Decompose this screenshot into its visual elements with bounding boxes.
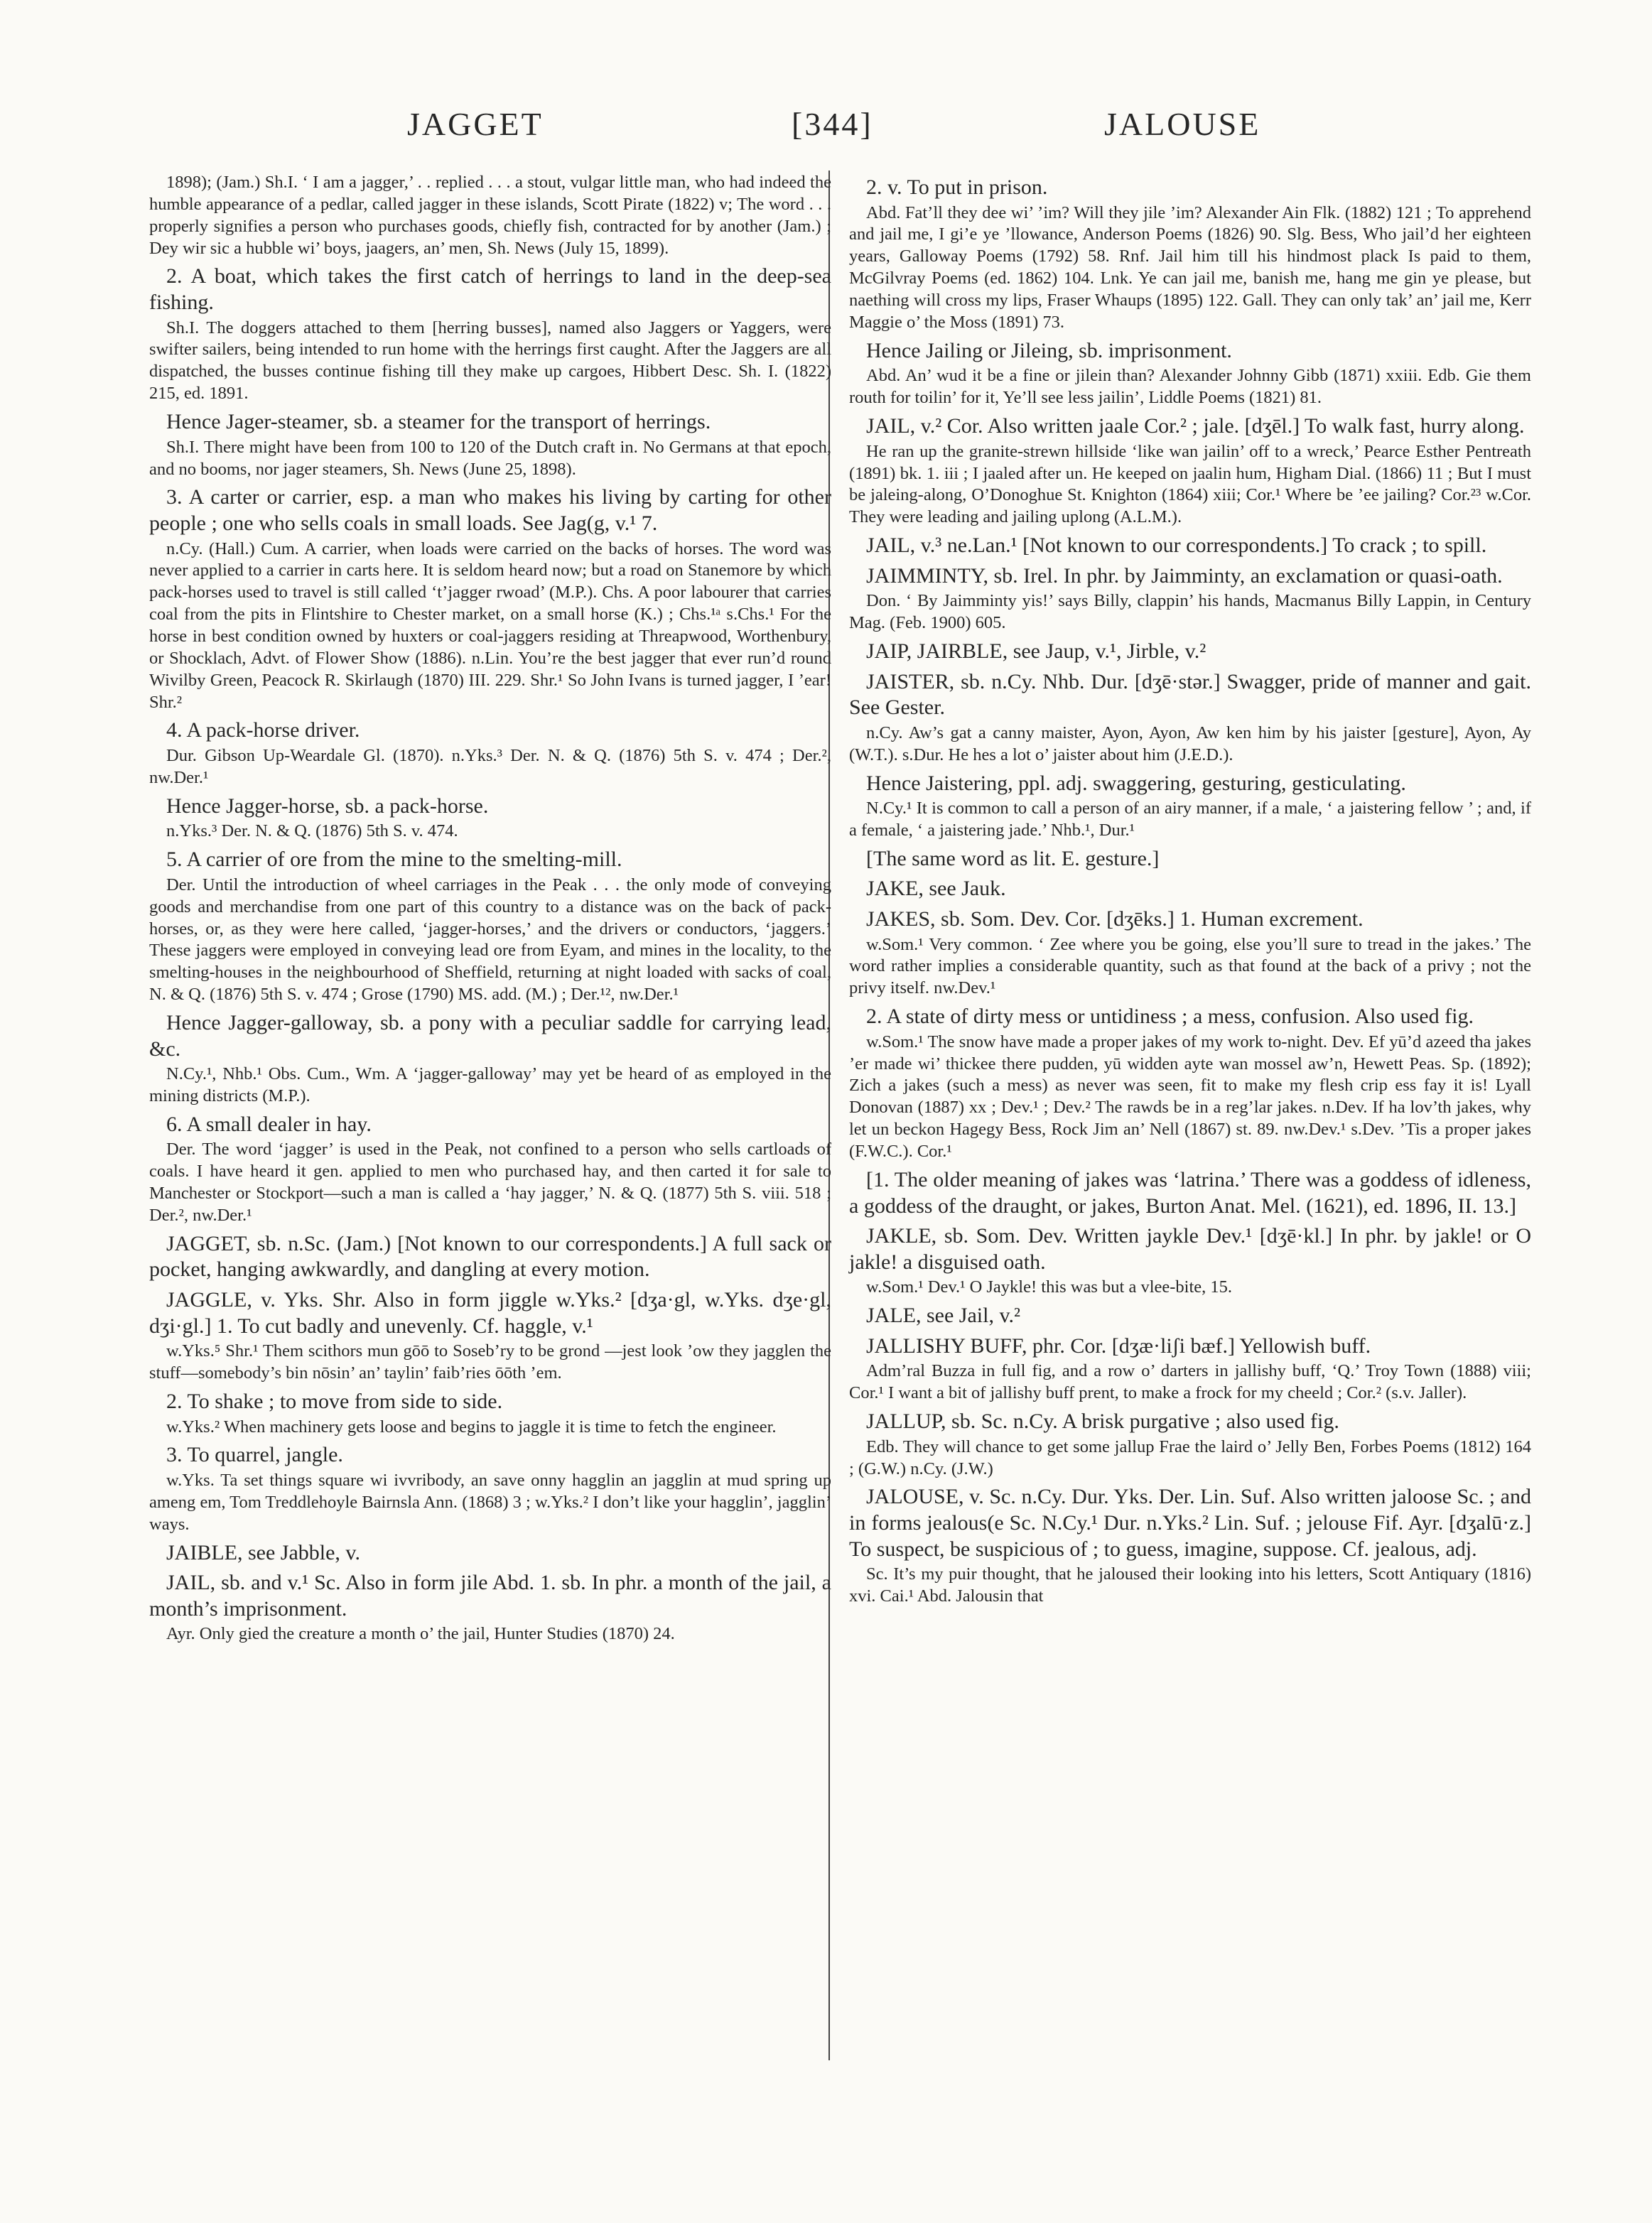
entry-quotation: w.Yks.² When machinery gets loose and begins to jaggle it is time to fetch the engineer. — [166, 1417, 777, 1437]
entry-sense: 2. To shake ; to move from side to side. — [166, 1389, 503, 1413]
entry-quotation: w.Yks.⁵ Shr.¹ Them scithors mun gōō to Soseb’ry to be grond —jest look ’ow they jagglen the stuff—somebody’s bin nōsin’ an’ taylin’ faib’ries ōōth ’em. — [149, 1341, 831, 1383]
entry-headword: JALLUP, sb. Sc. n.Cy. A brisk purgative ; also used fig. — [866, 1410, 1339, 1434]
entry-quotation: Dur. Gibson Up-Weardale Gl. (1870). n.Yks.³ Der. N. & Q. (1876) 5th S. v. 474 ; Der.², nw.Der.¹ — [149, 746, 831, 787]
entry-sense: 6. A small dealer in hay. — [166, 1112, 372, 1136]
entry-headword: JAKLE, sb. Som. Dev. Written jaykle Dev.¹ [dʒē·kl.] In phr. by jakle! or O jakle! a disguised oath. — [849, 1224, 1531, 1274]
entry-quotation: Abd. Fat’ll they dee wi’ ’im? Will they jile ’im? Alexander Ain Flk. (1882) 121 ; To apprehend and jail me, I gi’e ye ’llowance, Anderson Poems (1826) 90. Slg. Bess, Who jail’d her eighteen years, Galloway Poems (1792) 58. Rnf. Jail him till his hindmost plack Is paid to them, McGilvray Poems (ed. 1862) 104. Lnk. Ye can jail me, banish me, hang me gin ye please, but naething will cross my lips, Fraser Whaups (1895) 122. Gall. They can only tak’ an’ jail me, Kerr Maggie o’ the Moss (1891) 73. — [849, 202, 1531, 332]
entry-quotation: n.Cy. (Hall.) Cum. A carrier, when loads were carried on the backs of horses. The word was never applied to a carrier in carts here. It is seldom heard now; but a road on Stanemore by which pack-horses used to travel is still called ‘t’jagger rwoad’ (M.P.). Chs. A poor labourer that carries coal from the pits in Flintshire to Chester market, on a small horse (K.) ; Chs.¹ᵃ s.Chs.¹ For the horse in best condition owned by huxters or coal-jaggers residing at Threapwood, Worthenbury, or Shocklach, Advt. of Flower Show (1886). n.Lin. You’re the best jagger that ever run’d round Wivilby Green, Peacock R. Skirlaugh (1870) III. 229. Shr.¹ So John Ivans is turned jagger, I ’ear! Shr.² — [149, 539, 831, 712]
entry-quotation: Der. The word ‘jagger’ is used in the Peak, not confined to a person who sells cartloads of coals. I have heard it gen. applied to men who purchased hay, and then carted it for sale to Manchester or Stockport—such a man is called a ‘hay jagger,’ N. & Q. (1877) 5th S. viii. 518 ; Der.², nw.Der.¹ — [149, 1140, 831, 1226]
entry-headword: JAIBLE, see Jabble, v. — [166, 1540, 360, 1564]
right-column — [849, 171, 1531, 1611]
entry-etymology: [The same word as lit. E. gesture.] — [866, 846, 1160, 870]
running-head — [0, 99, 1652, 149]
entry-sense: Hence Jagger-horse, sb. a pack-horse. — [166, 794, 489, 818]
entry-quotation: n.Yks.³ Der. N. & Q. (1876) 5th S. v. 474. — [166, 821, 458, 841]
entry-headword: JAKE, see Jauk. — [866, 877, 1006, 901]
entry-headword: JAIL, sb. and v.¹ Sc. Also in form jile Abd. 1. sb. In phr. a month of the jail, a month’s imprisonment. — [149, 1571, 831, 1621]
entry-quotation: He ran up the granite-strewn hillside ‘like wan jailin’ off to a wreck,’ Pearce Esther Pentreath (1891) bk. 1. iii ; I jaaled after un. He keeped on jaalin hum, Higham Dial. (1866) 11 ; But I must be jaleing-along, O’Donoghue St. Knighton (1864) xiii; Cor.¹ Where be ’ee jailing? Cor.²³ w.Cor. They were leading and jailing uplong (A.L.M.). — [849, 441, 1531, 527]
entry-quotation: w.Som.¹ The snow have made a proper jakes of my work to-night. Dev. Ef yū’d azeed tha jakes ’er made wi’ thickee there pudden, yū widden ayte wan mossel aw’n, Hewett Peas. Sp. (1892); Zich a jakes (such a mess) as never was seen, fit to make my flesh crip ess fay it is! Lyall Donovan (1887) xx ; Dev.¹ ; Dev.² The rawds be in a reg’lar jakes. n.Dev. If ha lov’th jakes, why let un beckon Hagegy Bess, Rock Jim an’ Nell (1867) st. 89. nw.Dev.¹ s.Dev. ’Tis a proper jakes (F.W.C.). Cor.¹ — [849, 1032, 1531, 1162]
entry-quotation: Adm’ral Buzza in full fig, and a row o’ darters in jallishy buff, ‘Q.’ Troy Town (1888) viii; Cor.¹ I want a bit of jallishy buff prent, to make a frock for my cheeld ; Cor.² (s.v. Jaller). — [849, 1361, 1531, 1403]
entry-quotation: N.Cy.¹, Nhb.¹ Obs. Cum., Wm. A ‘jagger-galloway’ may yet be heard of as employed in the mining districts (M.P.). — [149, 1064, 831, 1105]
entry-sense: Hence Jagger-galloway, sb. a pony with a peculiar saddle for carrying lead, &c. — [149, 1010, 831, 1061]
entry-quotation: w.Som.¹ Very common. ‘ Zee where you be going, else you’ll sure to tread in the jakes.’ The word rather implies a considerable quantity, such as that found at the back of a privy ; not the privy itself. nw.Dev.¹ — [849, 934, 1531, 998]
entry-headword: JAIMMINTY, sb. Irel. In phr. by Jaimminty, an exclamation or quasi-oath. — [866, 563, 1503, 588]
page-number: [344] — [792, 106, 873, 142]
left-column — [149, 171, 831, 1648]
entry-quotation: w.Yks. Ta set things square wi ivvribody, an save onny hagglin an jagglin at mud spring up ameng em, Tom Treddlehoyle Bairnsla Ann. (1868) 3 ; w.Yks.² I don’t like your hagglin’, jagglin’ ways. — [149, 1471, 831, 1534]
entry-headword: JAGGET, sb. n.Sc. (Jam.) [Not known to our correspondents.] A full sack or pocket, hanging awkwardly, and dangling at every motion. — [149, 1231, 831, 1282]
entry-headword: JAISTER, sb. n.Cy. Nhb. Dur. [dʒē·stər.] Swagger, pride of manner and gait. See Gester. — [849, 669, 1531, 720]
entry-quotation: n.Cy. Aw’s gat a canny maister, Ayon, Ayon, Aw ken him by his jaister [gesture], Ayon, Ay (W.T.). s.Dur. He hes a lot o’ jaister about him (J.E.D.). — [849, 723, 1531, 764]
entry-headword: JAIL, v.³ ne.Lan.¹ [Not known to our correspondents.] To crack ; to spill. — [866, 534, 1487, 558]
entry-quotation: N.Cy.¹ It is common to call a person of an airy manner, if a male, ‘ a jaistering fellow ’ ; and, if a female, ‘ a jaistering jade.’ Nhb.¹, Dur.¹ — [849, 799, 1531, 840]
entry-sense: 3. A carter or carrier, esp. a man who makes his living by carting for other people ; one who sells coals in small loads. See Jag(g, v.¹ 7. — [149, 485, 831, 535]
entry-quotation: Der. Until the introduction of wheel carriages in the Peak . . . the only mode of conveying goods and merchandise from one part of this country to a distance was on the back of pack-horses, or, as they were here called, ‘jagger-horses,’ and the drivers or conductors, ‘jaggers.’ These jaggers were employed in conveying lead ore from Eyam, and mines in the locality, to the smelting-houses in the neighbourhood of Sheffield, returning at night loaded with sacks of coal, N. & Q. (1876) 5th S. v. 474 ; Grose (1790) MS. add. (M.) ; Der.¹², nw.Der.¹ — [149, 875, 831, 1005]
entry-quotation: Abd. An’ wud it be a fine or jilein than? Alexander Johnny Gibb (1871) xxiii. Edb. Gie them routh for toilin’ for it, Ye’ll see less jailin’, Liddle Poems (1821) 81. — [849, 366, 1531, 408]
entry-quotation: Ayr. Only gied the creature a month o’ the jail, Hunter Studies (1870) 24. — [166, 1624, 675, 1644]
entry-sense: 4. A pack-horse driver. — [166, 718, 360, 742]
entry-sense: 3. To quarrel, jangle. — [166, 1443, 343, 1467]
entry-sense: 2. v. To put in prison. — [866, 175, 1048, 199]
entry-headword: JAIL, v.² Cor. Also written jaale Cor.² ; jale. [dʒēl.] To walk fast, hurry along. — [866, 414, 1525, 438]
running-head-left: JAGGET — [407, 106, 544, 142]
entry-headword: JALOUSE, v. Sc. n.Cy. Dur. Yks. Der. Lin. Suf. Also written jaloose Sc. ; and in forms jealous(e Sc. N.Cy.¹ Dur. n.Yks.² Lin. Suf. ; jelouse Fif. Ayr. [dʒalū·z.] To suspect, be suspicious of ; to guess, imagine, suppose. Cf. jealous, adj. — [849, 1485, 1531, 1561]
entry-quotation: Sh.I. The doggers attached to them [herring busses], named also Jaggers or Yaggers, were swifter sailers, being intended to run home with the herrings first caught. After the Jaggers are all dispatched, the busses continue fishing till they make up cargoes, Hibbert Desc. Sh. I. (1822) 215, ed. 1891. — [149, 318, 831, 404]
entry-etymology: [1. The older meaning of jakes was ‘latrina.’ There was a goddess of idleness, a goddess of the draught, or jakes, Burton Anat. Mel. (1621), ed. 1896, II. 13.] — [849, 1167, 1531, 1218]
entry-sense: Hence Jager-steamer, sb. a steamer for the transport of herrings. — [166, 410, 711, 434]
entry-quotation: Edb. They will chance to get some jallup Frae the laird o’ Jelly Ben, Forbes Poems (1812) 164 ; (G.W.) n.Cy. (J.W.) — [849, 1437, 1531, 1478]
entry-quotation: Sh.I. There might have been from 100 to 120 of the Dutch craft in. No Germans at that epoch, and no booms, nor jager steamers, Sh. News (June 25, 1898). — [149, 437, 831, 479]
entry-headword: JAKES, sb. Som. Dev. Cor. [dʒēks.] 1. Human excrement. — [866, 907, 1364, 931]
entry-quotation: 1898); (Jam.) Sh.I. ‘ I am a jagger,’ . . replied . . . a stout, vulgar little man, who had indeed the humble appearance of a pedlar, called jagger in these islands, Scott Pirate (1822) v; The word . . . properly signifies a person who purchases goods, chiefly fish, contracted for by another (Jam.) ; Dey wir sic a hubble wi’ boys, jaagers, an’ men, Sh. News (July 15, 1899). — [149, 173, 831, 258]
entry-headword: JAGGLE, v. Yks. Shr. Also in form jiggle w.Yks.² [dʒa·gl, w.Yks. dʒe·gl, dʒi·gl.] 1. To cut badly and unevenly. Cf. haggle, v.¹ — [149, 1288, 831, 1338]
entry-sense: 5. A carrier of ore from the mine to the smelting-mill. — [166, 848, 622, 872]
entry-headword: JAIP, JAIRBLE, see Jaup, v.¹, Jirble, v.² — [866, 639, 1206, 663]
entry-sense: 2. A state of dirty mess or untidiness ; a mess, confusion. Also used fig. — [866, 1005, 1474, 1029]
entry-sense: Hence Jaistering, ppl. adj. swaggering, gesturing, gesticulating. — [866, 771, 1406, 795]
entry-headword: JALE, see Jail, v.² — [866, 1304, 1021, 1328]
entry-headword: JALLISHY BUFF, phr. Cor. [dʒæ·liʃi bæf.] Yellowish buff. — [866, 1334, 1371, 1358]
entry-quotation: Sc. It’s my puir thought, that he jaloused their looking into his letters, Scott Antiquary (1816) xvi. Cai.¹ Abd. Jalousin that — [849, 1564, 1531, 1606]
entry-quotation: w.Som.¹ Dev.¹ O Jaykle! this was but a vlee-bite, 15. — [866, 1277, 1233, 1297]
entry-quotation: Don. ‘ By Jaimminty yis!’ says Billy, clappin’ his hands, Macmanus Billy Lappin, in Century Mag. (Feb. 1900) 605. — [849, 591, 1531, 633]
entry-sense: Hence Jailing or Jileing, sb. imprisonment. — [866, 338, 1232, 362]
entry-sense: 2. A boat, which takes the first catch of herrings to land in the deep-sea fishing. — [149, 264, 831, 315]
running-head-right: JALOUSE — [1104, 106, 1261, 142]
